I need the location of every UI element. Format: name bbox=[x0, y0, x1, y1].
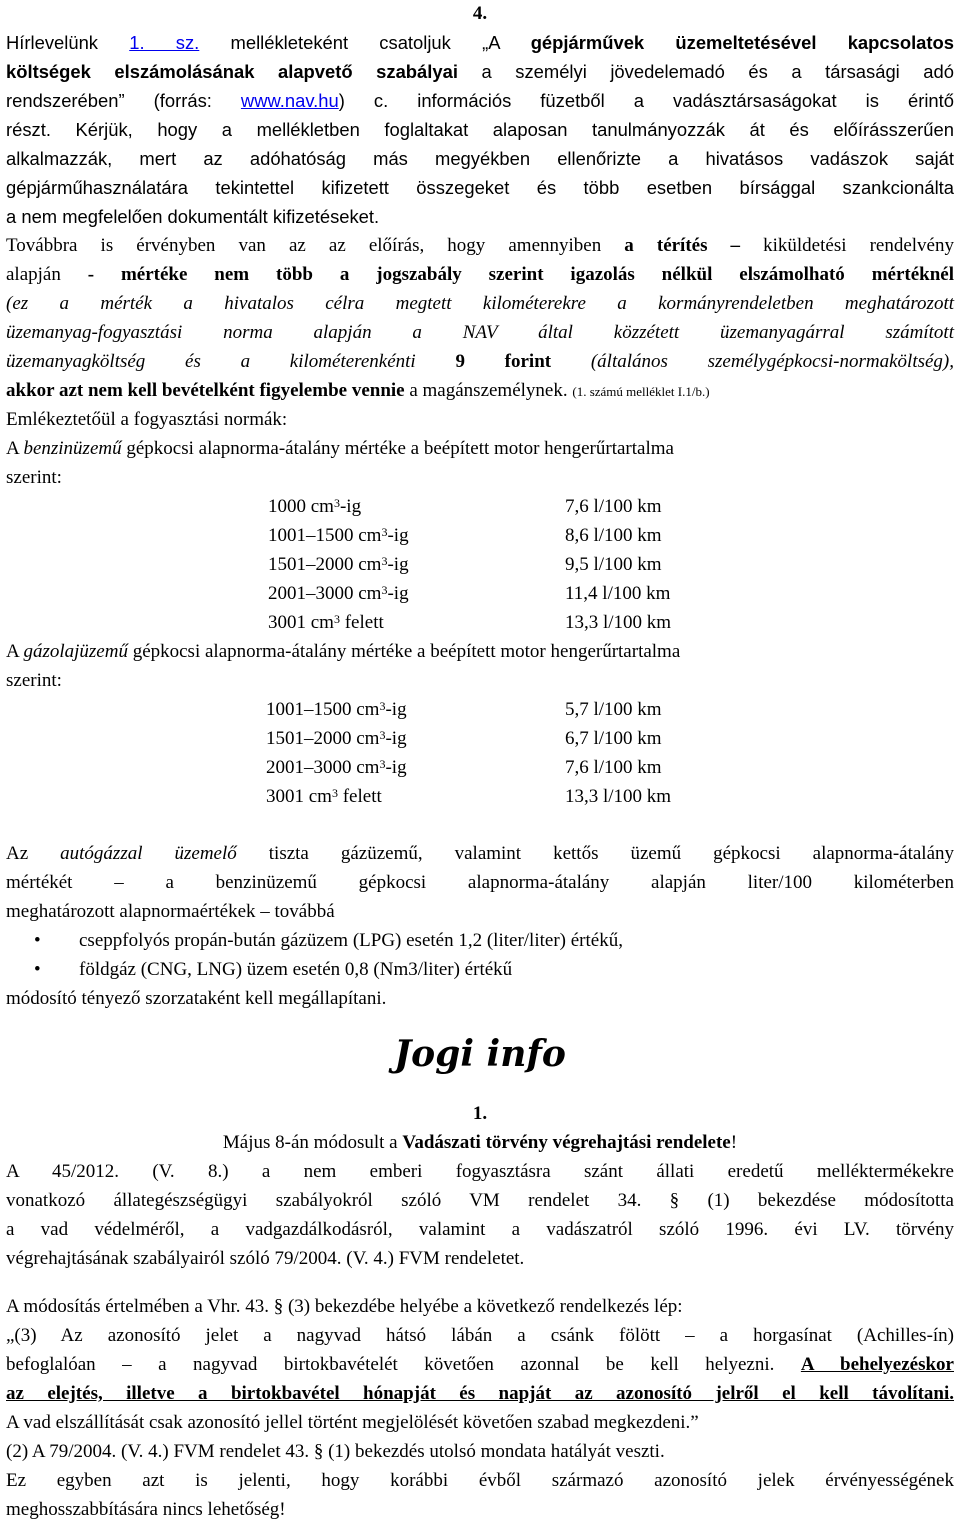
jogi-p2-line7: Ez egyben azt is jelenti, hogy korábbi évből származó azonosító jelek érvényességének bbox=[6, 1470, 954, 1491]
jogi-p1-line4: végrehajtásának szabályairól szóló 79/2004. (V. 4.) FVM rendeletet. bbox=[6, 1248, 525, 1269]
diesel-row-value: 6,7 l/100 km bbox=[565, 728, 662, 749]
gas-bullet-lpg: cseppfolyós propán-bután gázüzem (LPG) esetén 1,2 (liter/liter) értékű, bbox=[79, 930, 623, 951]
petrol-intro2: szerint: bbox=[6, 467, 62, 488]
para1-line2: költségek elszámolásának alapvető szabályai a személyi jövedelemadó és a társasági adó bbox=[6, 61, 954, 82]
nav-link[interactable]: www.nav.hu bbox=[240, 90, 339, 111]
petrol-row-range: 3001 $cm^3$ felett bbox=[268, 612, 384, 633]
para2-line1: Továbbra is érvényben van az az előírás, hogy amennyiben a térítés – kiküldetési rendelvény bbox=[6, 235, 954, 256]
diesel-row-value: 5,7 l/100 km bbox=[565, 699, 662, 720]
jogi-p2-line1: A módosítás értelmében a Vhr. 43. § (3) bekezdébe helyébe a következő rendelkezés lép: bbox=[6, 1296, 683, 1317]
gas-line3: meghatározott alapnormaértékek – továbbá bbox=[6, 901, 335, 922]
jogi-p1-line1: A 45/2012. (V. 8.) a nem emberi fogyasztásra szánt állati eredetű melléktermékekre bbox=[6, 1161, 954, 1182]
diesel-row-range: 2001–3000 $cm^3-ig$ bbox=[266, 757, 407, 778]
petrol-row-value: 7,6 l/100 km bbox=[565, 496, 662, 517]
jogi-p1-line2: vonatkozó állategészségügyi szabályokról szóló VM rendelet 34. § (1) bekezdése módosította bbox=[6, 1190, 954, 1211]
bullet-dot: • bbox=[34, 959, 41, 980]
para2-line7: Emlékeztetőül a fogyasztási normák: bbox=[6, 409, 288, 430]
jogi-p2-line3: befoglalóan – a nagyvad birtokbavételét követően azonnal be kell helyezni. A behelyezéskor bbox=[6, 1354, 954, 1375]
para1-line6: gépjárműhasználatára tekintettel kifizetett összegeket és több esetben bírsággal szankcionálta bbox=[6, 177, 954, 198]
gas-line4: módosító tényező szorzataként kell megállapítani. bbox=[6, 988, 387, 1009]
diesel-row-value: 13,3 l/100 km bbox=[565, 786, 672, 807]
jogi-p2-line5: A vad elszállítását csak azonosító jellel történt megjelölését követően szabad megkezdeni.” bbox=[6, 1412, 699, 1433]
petrol-row-value: 11,4 l/100 km bbox=[565, 583, 671, 604]
para1-line3: rendszerében” (forrás: www.nav.hu) c. információs füzetből a vadásztársaságokat is érintő bbox=[6, 90, 954, 111]
petrol-row-range: 1001–1500 $cm^3-ig$ bbox=[268, 525, 409, 546]
diesel-row-range: 1001–1500 $cm^3-ig$ bbox=[266, 699, 407, 720]
gas-bullet-cng: földgáz (CNG, LNG) üzem esetén 0,8 (Nm3/liter) értékű bbox=[79, 959, 513, 980]
page-number: 4. bbox=[472, 3, 488, 24]
jogi-p2-line6: (2) A 79/2004. (V. 4.) FVM rendelet 43. § (1) bekezdés utolsó mondata hatályát veszti. bbox=[6, 1441, 665, 1462]
para2-line2: alapján - mértéke nem több a jogszabály szerint igazolás nélkül elszámolható mértéknél bbox=[6, 264, 954, 285]
petrol-row-range: 1501–2000 $cm^3-ig$ bbox=[268, 554, 409, 575]
diesel-row-range: 3001 $cm^3$ felett bbox=[266, 786, 382, 807]
diesel-row-value: 7,6 l/100 km bbox=[565, 757, 662, 778]
newsletter-link[interactable]: 1. sz. bbox=[129, 32, 200, 53]
diesel-intro: A gázolajüzemű gépkocsi alapnorma-átalány mértéke a beépített motor hengerűrtartalma bbox=[6, 641, 681, 662]
para1-line1: Hírlevelünk 1. sz. mellékleteként csatoljuk „A gépjárművek üzemeltetésével kapcsolatos bbox=[6, 32, 954, 53]
para1-line7: a nem megfelelően dokumentált kifizetéseket. bbox=[6, 206, 380, 227]
diesel-row-range: 1501–2000 $cm^3-ig$ bbox=[266, 728, 407, 749]
diesel-intro2: szerint: bbox=[6, 670, 62, 691]
section-number: 1. bbox=[472, 1103, 488, 1124]
petrol-intro: A benzinüzemű gépkocsi alapnorma-átalány mértéke a beépített motor hengerűrtartalma bbox=[6, 438, 674, 459]
para2-line4: üzemanyag-fogyasztási norma alapján a NAV által közzétett üzemanyagárral számított bbox=[6, 322, 954, 343]
petrol-row-value: 13,3 l/100 km bbox=[565, 612, 672, 633]
jogi-p1-line3: a vad védelméről, a vadgazdálkodásról, valamint a vadászatról szóló 1996. évi LV. törvény bbox=[6, 1219, 954, 1240]
section-title: Jogi info bbox=[394, 1033, 566, 1075]
section-subtitle: Május 8-án módosult a Vadászati törvény végrehajtási rendelete! bbox=[222, 1132, 738, 1153]
petrol-row-value: 9,5 l/100 km bbox=[565, 554, 662, 575]
petrol-row-value: 8,6 l/100 km bbox=[565, 525, 662, 546]
para2-line5: üzemanyagköltség és a kilométerenkénti 9 forint (általános személygépkocsi-normaköltség), bbox=[6, 351, 955, 372]
bullet-dot: • bbox=[34, 930, 41, 951]
para2-line6: akkor azt nem kell bevételként figyelembe vennie a magánszemélynek. (1. számú melléklet I.1/b.) bbox=[6, 380, 710, 401]
jogi-p2-line4: az elejtés, illetve a birtokbavétel hónapját és napját az azonosító jelről el kell távolítani. bbox=[6, 1383, 954, 1404]
para1-line4: részt. Kérjük, hogy a mellékletben foglaltakat alaposan tanulmányozzák át és előírásszerűen bbox=[6, 119, 954, 140]
gas-line1: Az autógázzal üzemelő tiszta gázüzemű, valamint kettős üzemű gépkocsi alapnorma-átalány bbox=[6, 843, 955, 864]
para2-line3: (ez a mérték a hivatalos célra megtett kilométerekre a kormányrendeletben meghatározott bbox=[6, 293, 954, 314]
petrol-row-range: 1000 $cm^3-ig$ bbox=[268, 496, 362, 517]
petrol-row-range: 2001–3000 $cm^3-ig$ bbox=[268, 583, 409, 604]
jogi-p2-line8: meghosszabbítására nincs lehetőség! bbox=[6, 1499, 286, 1520]
jogi-p2-line2: „(3) Az azonosító jelet a nagyvad hátsó lábán a csánk fölött – a horgasínat (Achilles-ín) bbox=[6, 1325, 954, 1346]
gas-line2: mértékét – a benzinüzemű gépkocsi alapnorma-átalány alapján liter/100 kilométerben bbox=[6, 872, 954, 893]
para1-line5: alkalmazzák, mert az adóhatóság más megyékben ellenőrizte a hivatásos vadászok saját bbox=[6, 148, 954, 169]
